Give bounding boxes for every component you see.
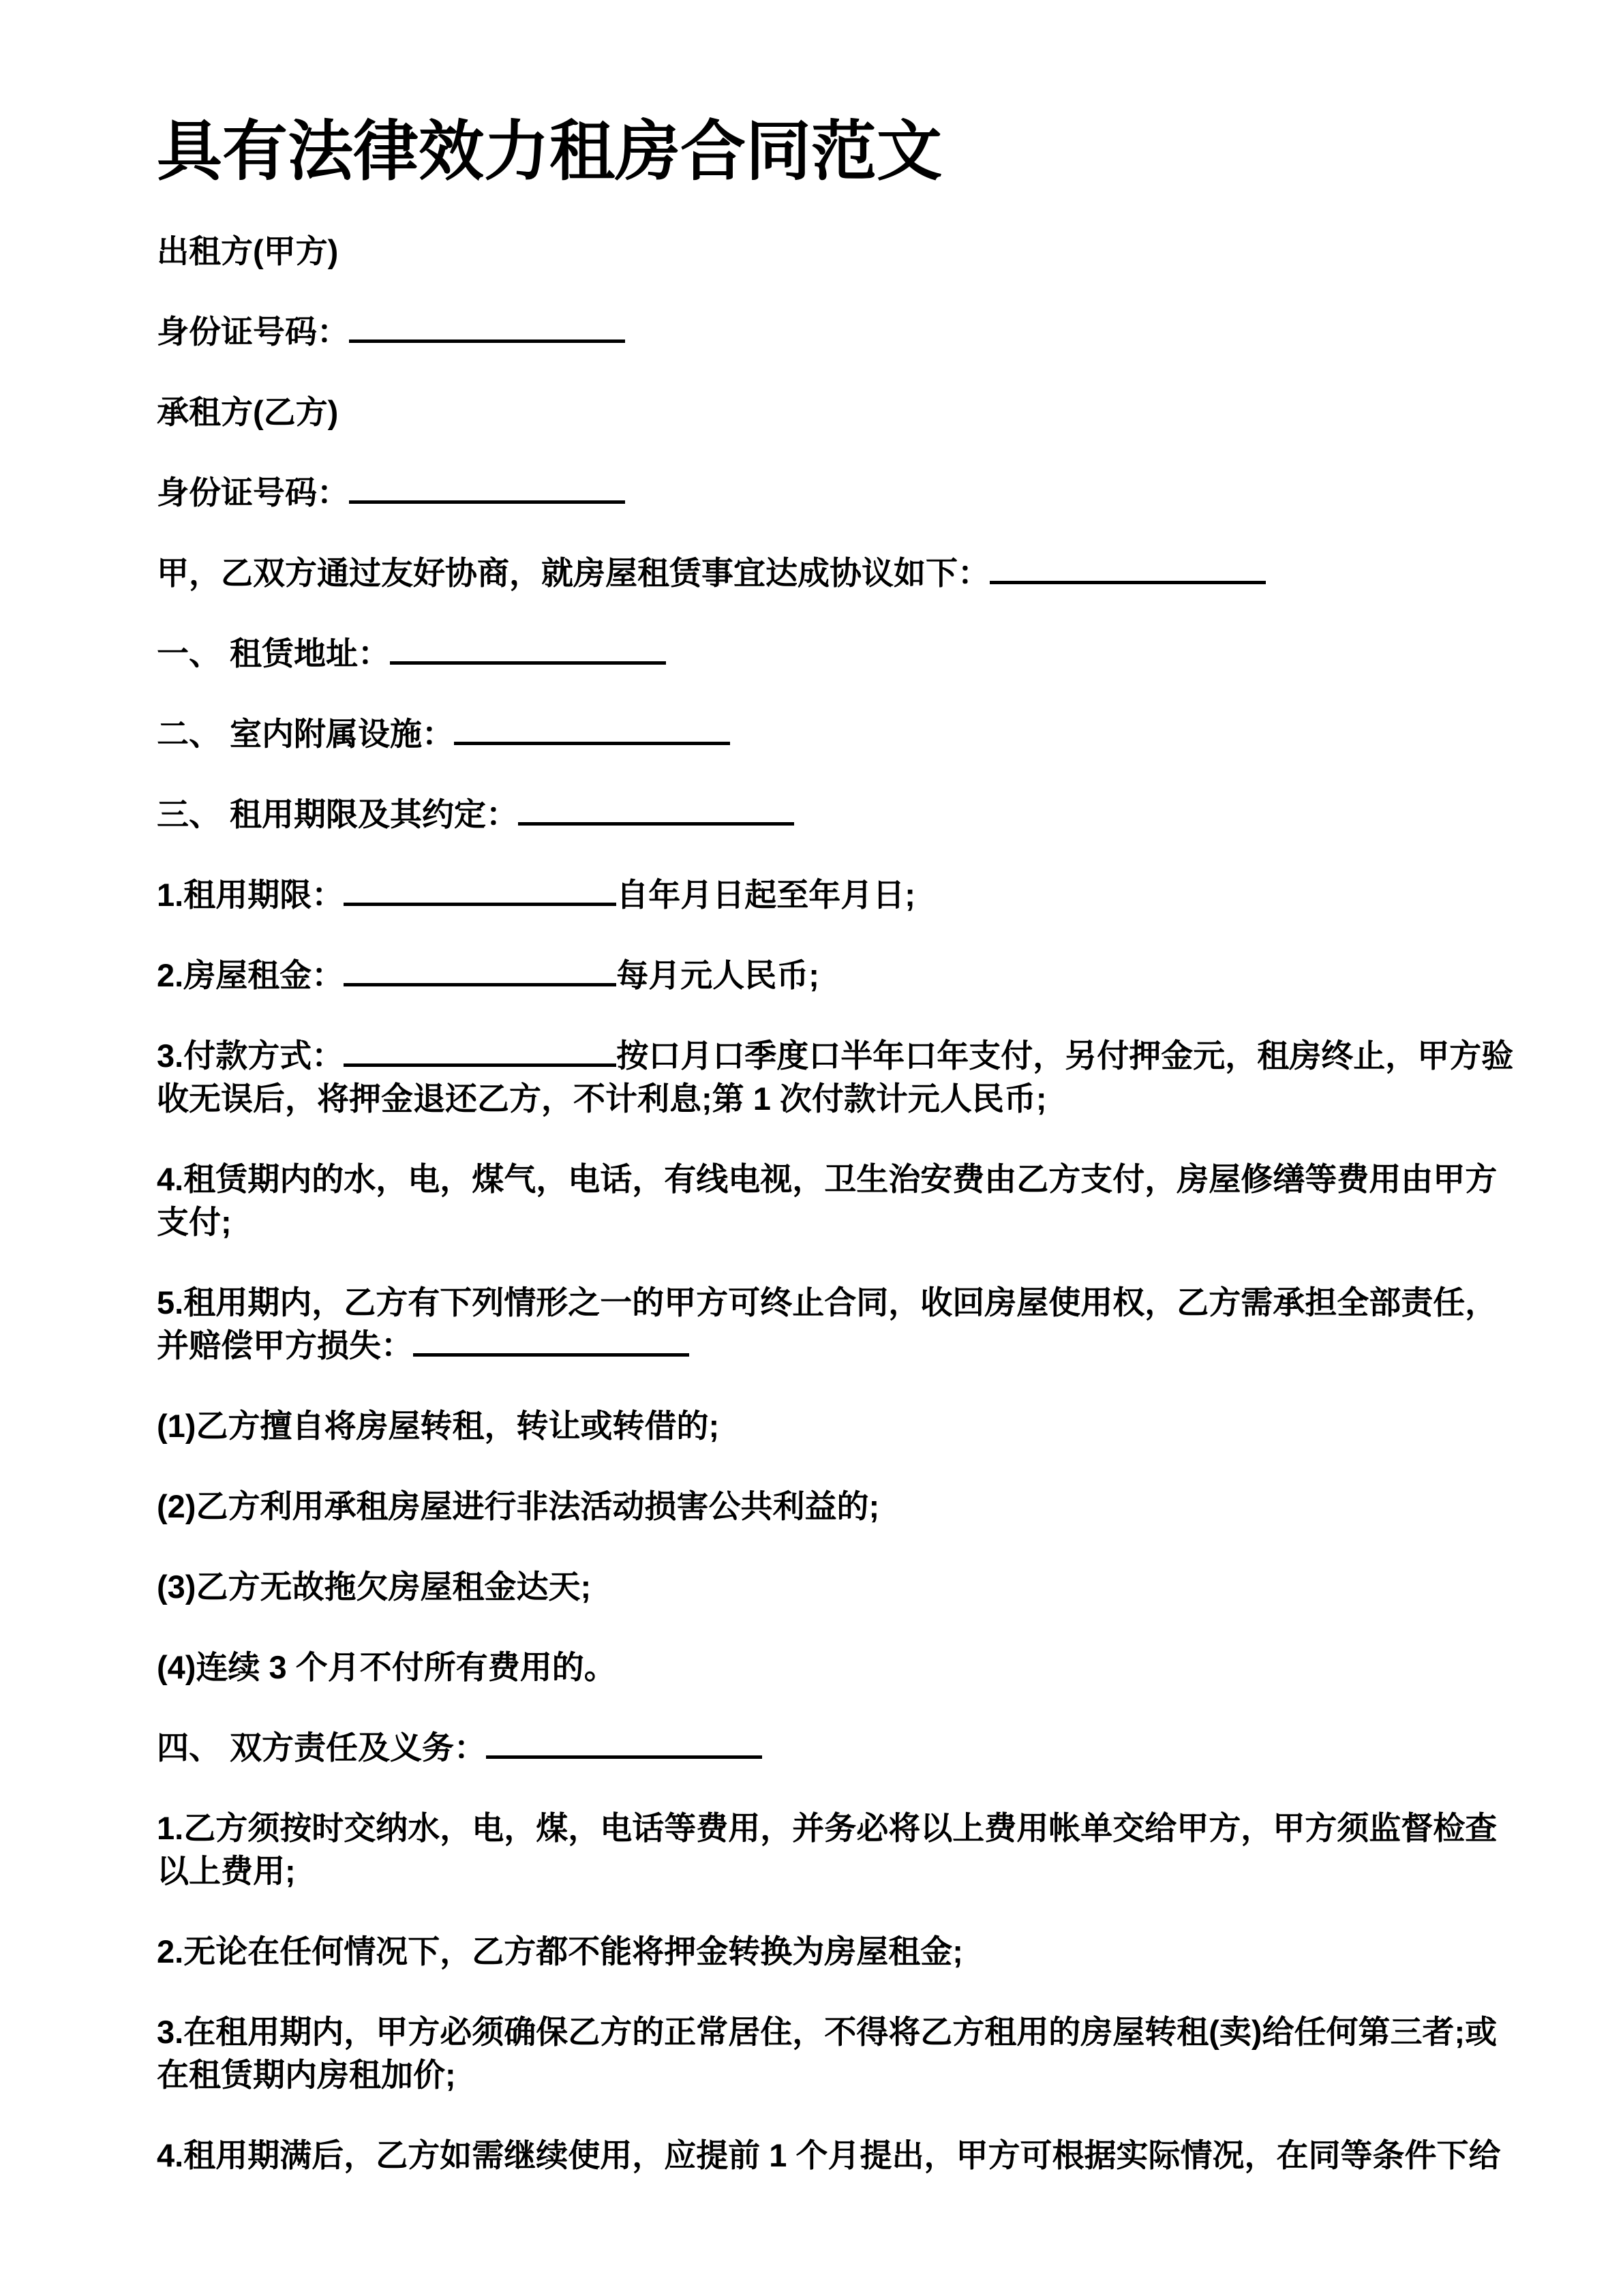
blank-underline-field — [344, 894, 616, 906]
text-line — [157, 1158, 1548, 1200]
text-line — [157, 230, 1548, 273]
blank-underline-field — [990, 573, 1266, 584]
text-line — [157, 1200, 1548, 1243]
blank-underline-field — [518, 814, 794, 826]
text-run: 支付; — [157, 1204, 232, 1240]
text-run: (2)乙方利用承租房屋进行非法活动损害公共利益的; — [157, 1488, 880, 1524]
text-line — [157, 552, 1548, 594]
paragraph-preamble — [157, 552, 1548, 594]
text-run: 并赔偿甲方损失： — [157, 1327, 413, 1363]
text-run: 2.房屋租金： — [157, 957, 344, 993]
text-run: (1)乙方擅自将房屋转租，转让或转借的; — [157, 1408, 720, 1444]
document-body — [157, 230, 1548, 2177]
text-line — [157, 954, 1548, 997]
text-run: (4)连续 3 个月不付所有费用的。 — [157, 1649, 616, 1685]
paragraph-duty-4 — [157, 2134, 1548, 2177]
text-run: 三、 租用期限及其约定： — [157, 796, 519, 832]
text-run: (3)乙方无故拖欠房屋租金达天; — [157, 1569, 592, 1605]
text-run: 在租赁期内房租加价; — [157, 2057, 456, 2093]
paragraph-sec-4-duties — [157, 1726, 1548, 1769]
text-run: 每月元人民币; — [616, 957, 819, 993]
text-run: 按口月口季度口半年口年支付，另付押金元，租房终止，甲方验 — [616, 1038, 1514, 1074]
text-line — [157, 1324, 1548, 1367]
paragraph-party-a-id — [157, 310, 1548, 353]
text-line — [157, 632, 1548, 675]
text-run: 1.租用期限： — [157, 877, 344, 913]
blank-underline-field — [344, 1055, 616, 1067]
text-line — [157, 1807, 1548, 1849]
paragraph-term-payment — [157, 1034, 1548, 1120]
paragraph-term-termination — [157, 1281, 1548, 1367]
blank-underline-field — [454, 734, 730, 745]
blank-underline-field — [486, 1747, 762, 1759]
text-line — [157, 2053, 1548, 2096]
text-run: 身份证号码： — [157, 314, 349, 350]
text-run: 身份证号码： — [157, 474, 349, 511]
paragraph-party-b — [157, 391, 1548, 434]
text-run: 2.无论在任何情况下，乙方都不能将押金转换为房屋租金; — [157, 1933, 963, 1969]
text-line — [157, 1565, 1548, 1608]
text-line — [157, 1485, 1548, 1528]
text-line — [157, 1646, 1548, 1689]
text-run: 3.付款方式： — [157, 1038, 344, 1074]
paragraph-case-3 — [157, 1565, 1548, 1608]
paragraph-case-1 — [157, 1404, 1548, 1447]
text-run: 1.乙方须按时交纳水，电，煤，电话等费用，并务必将以上费用帐单交给甲方，甲方须监督检查 — [157, 1810, 1498, 1846]
text-line — [157, 1281, 1548, 1324]
paragraph-term-rent — [157, 954, 1548, 997]
text-line — [157, 1930, 1548, 1973]
paragraph-term-utilities — [157, 1158, 1548, 1243]
text-line — [157, 873, 1548, 916]
paragraph-duty-2 — [157, 1930, 1548, 1973]
text-line — [157, 2010, 1548, 2053]
paragraph-sec-1-address — [157, 632, 1548, 675]
text-run: 一、 租赁地址： — [157, 635, 391, 671]
text-line — [157, 793, 1548, 836]
paragraph-duty-1 — [157, 1807, 1548, 1892]
text-run: 承租方(乙方) — [157, 394, 339, 430]
text-run: 4.租用期满后，乙方如需继续使用，应提前 1 个月提出，甲方可根据实际情况，在同等条件下给 — [157, 2137, 1501, 2173]
text-line — [157, 391, 1548, 434]
text-run: 3.在租用期内，甲方必须确保乙方的正常居住，不得将乙方租用的房屋转租(卖)给任何第三者;或 — [157, 2014, 1498, 2050]
text-run: 4.租赁期内的水，电，煤气，电话，有线电视，卫生治安费由乙方支付，房屋修缮等费用由甲方 — [157, 1161, 1498, 1197]
text-line — [157, 1404, 1548, 1447]
paragraph-term-duration — [157, 873, 1548, 916]
text-run: 出租方(甲方) — [157, 233, 339, 269]
paragraph-sec-3-term — [157, 793, 1548, 836]
text-line — [157, 1077, 1548, 1120]
document-title: 具有法律效力租房合同范文 — [157, 115, 942, 188]
text-line — [157, 1034, 1548, 1077]
text-line — [157, 310, 1548, 353]
text-line — [157, 471, 1548, 514]
paragraph-party-a — [157, 230, 1548, 273]
text-run: 自年月日起至年月日; — [616, 877, 915, 913]
blank-underline-field — [413, 1345, 689, 1357]
blank-underline-field — [349, 492, 625, 504]
text-run: 甲，乙双方通过友好协商，就房屋租赁事宜达成协议如下： — [157, 555, 990, 591]
text-run: 5.租用期内，乙方有下列情形之一的甲方可终止合同，收回房屋使用权，乙方需承担全部责任， — [157, 1284, 1498, 1320]
paragraph-sec-2-facilities — [157, 712, 1548, 755]
text-line — [157, 1726, 1548, 1769]
text-line — [157, 712, 1548, 755]
paragraph-case-4 — [157, 1646, 1548, 1689]
blank-underline-field — [344, 975, 616, 986]
text-run: 收无误后，将押金退还乙方，不计利息;第 1 次付款计元人民币; — [157, 1081, 1047, 1117]
text-run: 四、 双方责任及义务： — [157, 1729, 487, 1766]
blank-underline-field — [390, 653, 666, 665]
paragraph-party-b-id — [157, 471, 1548, 514]
paragraph-duty-3 — [157, 2010, 1548, 2096]
text-run: 以上费用; — [157, 1853, 296, 1889]
text-line — [157, 2134, 1548, 2177]
blank-underline-field — [349, 331, 625, 343]
paragraph-case-2 — [157, 1485, 1548, 1528]
text-line — [157, 1849, 1548, 1892]
text-run: 二、 室内附属设施： — [157, 716, 455, 752]
